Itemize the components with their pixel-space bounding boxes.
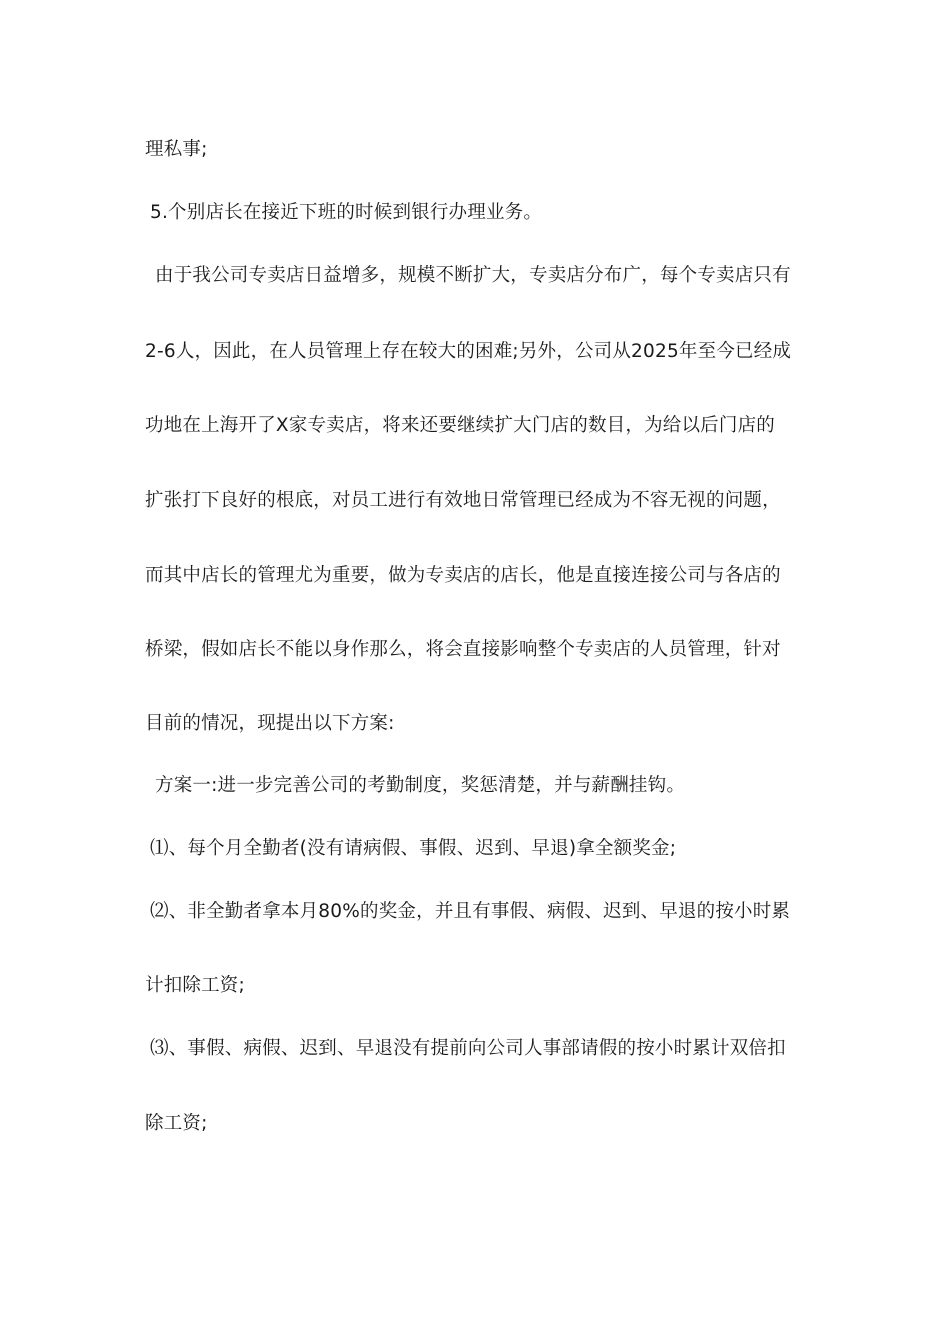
plan-item-2-cont: 计扣除工资; xyxy=(145,975,245,996)
paragraph-line-3: 功地在上海开了X家专卖店，将来还要继续扩大门店的数目，为给以后门店的 xyxy=(145,415,775,436)
paragraph-line-4: 扩张打下良好的根底，对员工进行有效地日常管理已经成为不容无视的问题， xyxy=(145,490,781,511)
plan-heading: 方案一:进一步完善公司的考勤制度，奖惩清楚，并与薪酬挂钩。 xyxy=(155,775,686,796)
plan-item-1: ⑴、每个月全勤者(没有请病假、事假、迟到、早退)拿全额奖金; xyxy=(150,838,677,859)
paragraph-line-6: 桥梁，假如店长不能以身作那么，将会直接影响整个专卖店的人员管理，针对 xyxy=(145,639,781,660)
plan-item-3: ⑶、事假、病假、迟到、早退没有提前向公司人事部请假的按小时累计双倍扣 xyxy=(150,1038,786,1059)
paragraph-line-7: 目前的情况，现提出以下方案: xyxy=(145,713,395,734)
paragraph-line-1: 由于我公司专卖店日益增多，规模不断扩大，专卖店分布广，每个专卖店只有 xyxy=(155,265,791,286)
paragraph-line-5: 而其中店长的管理尤为重要，做为专卖店的店长，他是直接连接公司与各店的 xyxy=(145,565,781,586)
text-line-1: 理私事; xyxy=(145,139,208,160)
paragraph-line-2: 2-6人，因此，在人员管理上存在较大的困难;另外，公司从2025年至今已经成 xyxy=(145,341,792,362)
text-line-2: 5.个别店长在接近下班的时候到银行办理业务。 xyxy=(150,202,543,223)
plan-item-3-cont: 除工资; xyxy=(145,1113,208,1134)
plan-item-2: ⑵、非全勤者拿本月80%的奖金，并且有事假、病假、迟到、早退的按小时累 xyxy=(150,901,791,922)
